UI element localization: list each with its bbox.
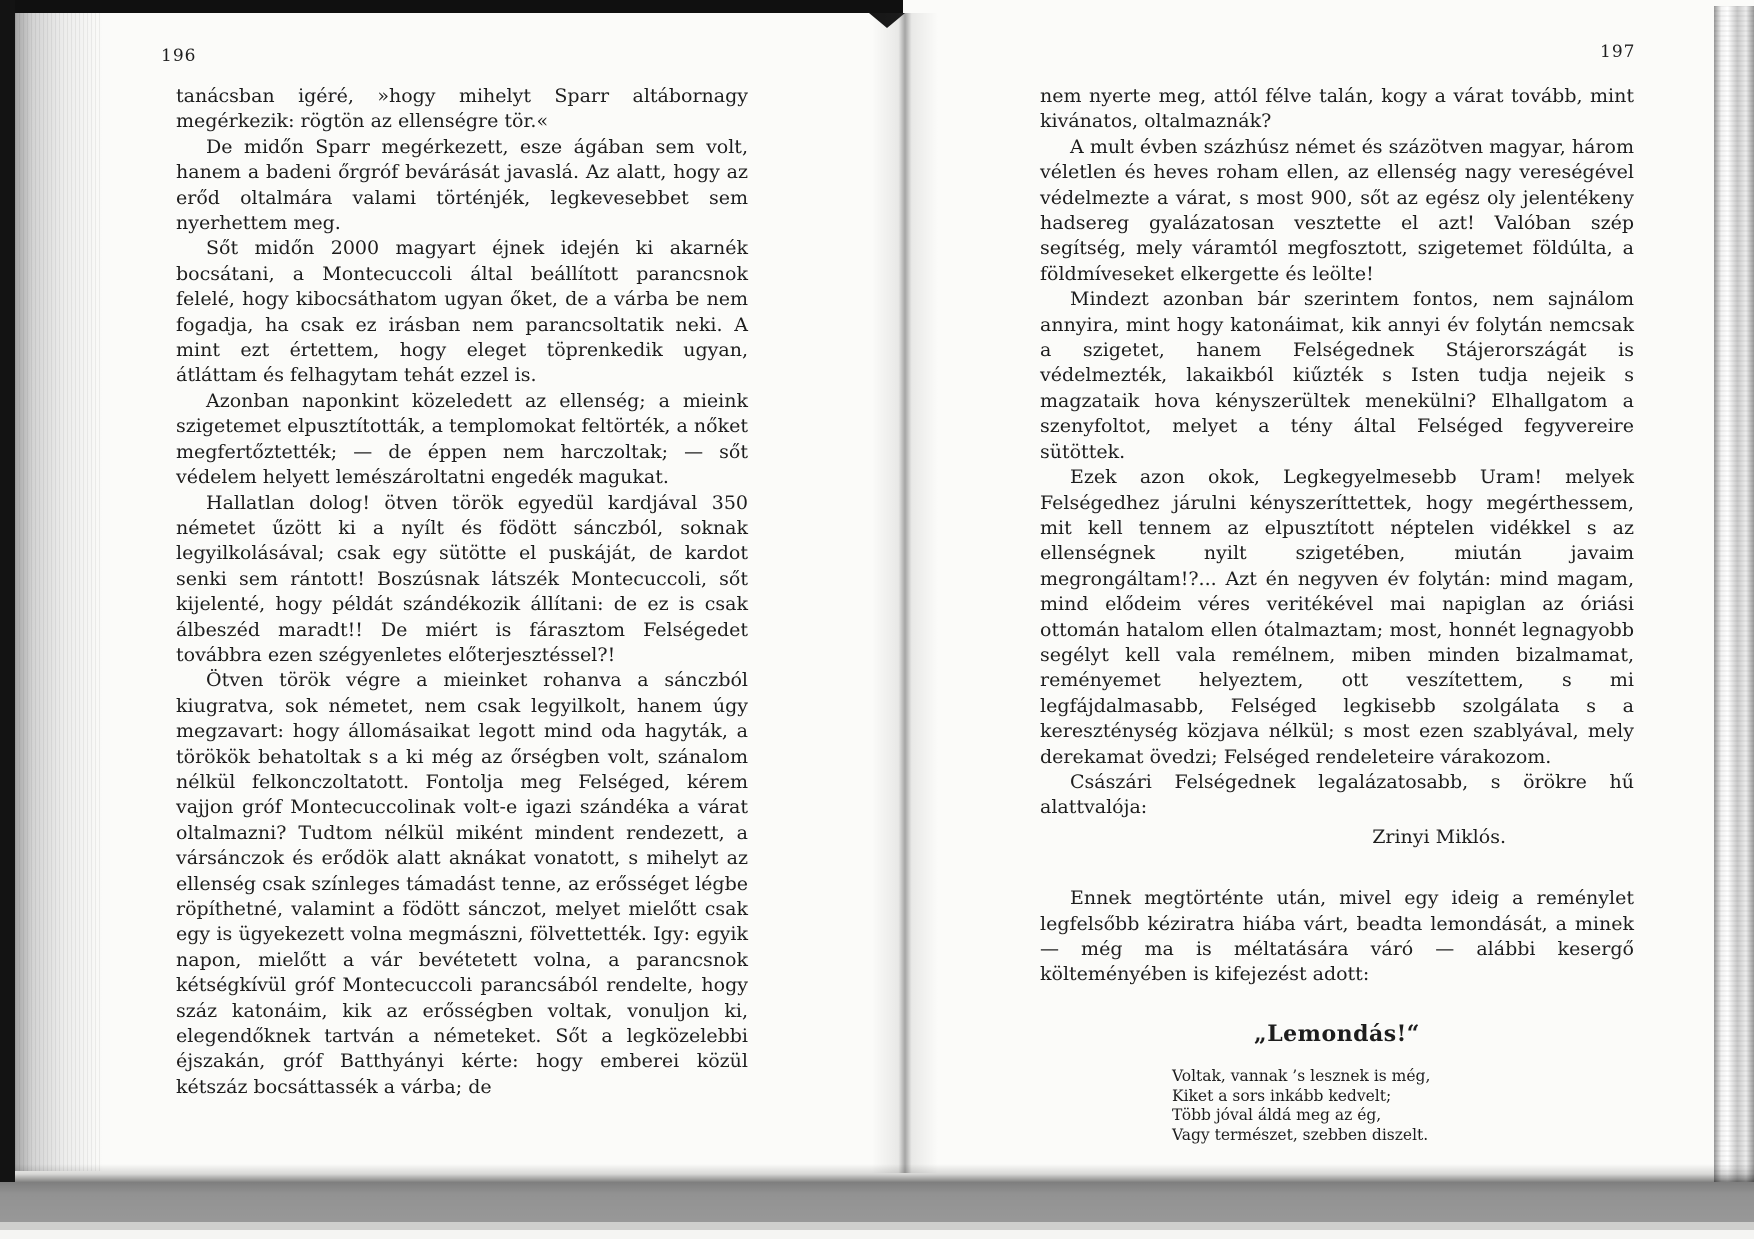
poem-line: Voltak, vannak ’s lesznek is még, <box>1172 1067 1431 1086</box>
scan-bottom-margin <box>0 1230 1754 1239</box>
right-page-text <box>1040 84 1634 1145</box>
poem <box>1172 1067 1634 1145</box>
fore-edge-right <box>1714 6 1754 1182</box>
page-number-right: 197 <box>1600 42 1636 62</box>
paragraph: De midőn Sparr megérkezett, esze ágában sem volt, hanem a badeni őrgróf bevárását javaslá. Az alatt, hogy az erőd oltalmára valami történjék, legkevesebbet sem nyerhettem meg. <box>176 135 748 235</box>
letter-signature: Zrinyi Miklós. <box>1372 825 1506 848</box>
poem-line: Kiket a sors inkább kedvelt; <box>1172 1086 1392 1105</box>
scan-edge-top <box>0 0 903 13</box>
page-number-left: 196 <box>161 46 197 66</box>
paragraph: Mindezt azonban bár szerintem fontos, nem sajnálom annyira, mint hogy katonáimat, kik annyi év folytán nemcsak a szigetet, hanem Felségednek Stájerországát is védelmezték, lakaikból kiűzték s Isten tudja nejeik s magzataik hova kényszerültek menekülni? Elhallgatom a szenyfoltot, melyet a tény által Felséged fegyvereire sütöttek. <box>1040 288 1634 463</box>
paragraph: Ennek megtörténte után, mivel egy ideig a reménylet legfelsőbb kéziratra hiába várt, beadta lemondását, a minek — még ma is méltatására váró — alábbi kesergő költeményében is kifejezést adott: <box>1040 887 1634 986</box>
paragraph: tanácsban igéré, »hogy mihelyt Sparr altábornagy megérkezik: rögtön az ellenségre tör.« <box>176 85 748 133</box>
paragraph: Sőt midőn 2000 magyart éjnek idején ki akarnék bocsátani, a Montecuccoli által beállított parancsnok felelé, hogy kibocsáthatom ugyan őket, de a várba be nem fogadja, ha csak ez irásban nem parancsoltatik neki. A mint ezt értettem, hogy eleget töprenkedik ugyan, átláttam és felhagytam tehát ezzel is. <box>176 237 748 387</box>
letter-valediction: Császári Felségednek legalázatosabb, s örökre hű alattvalója: <box>1040 770 1634 819</box>
page-stack-edge-left <box>15 13 103 1171</box>
table-surface <box>0 1182 1754 1222</box>
paragraph: Hallatlan dolog! ötven török egyedül kardjával 350 németet űzött ki a nyílt és födött sánczból, soknak legyilkolásával; csak egy sütötte el puskáját, de kardot senki sem rántott! Boszúsnak látszék Montecuccoli, sőt kijelenté, hogy példát szándékozik állítani: de ez is csak álbeszéd maradt!! De miért is fárasztom Felségedet továbbra ezen szégyenletes előterjesztéssel?! <box>176 491 748 666</box>
table-surface-lower <box>0 1222 1754 1230</box>
book-gutter-shadow <box>872 13 938 1173</box>
poem-line: Több jóval áldá meg az ég, <box>1172 1106 1382 1125</box>
paragraph: Ötven török végre a mieinket rohanva a sánczból kiugratva, sok németet, nem csak legyilkolt, hanem úgy megzavart: hogy állomásaikat legott mind oda hagyták, a törökök behatoltak s a ki még az őrségben volt, szánalom nélkül felkonczoltatott. Fontolja meg Felséged, kérem vajjon gróf Montecuccolinak volt-e igazi szándéka a várat oltalmazni? Tudtom nélkül miként mindent rendezett, a vársánczok és erődök alatt aknákat vonatott, s mihelyt az ellenség csak színleges támadást tenne, az erősséget légbe röpíthetné, valamint a födött sánczot, melyet mielőtt csak egy is ügyekezett volna megmászni, fölvettették. Igy: egyik napon, mielőtt a vár bevétetett volna, a parancsnok kétségkívül gróf Montecuccoli parancsából rendelte, hogy száz katonáim, kik az erősségben voltak, vonuljon ki, elegendőknek tartván a németeket. Sőt a legközelebbi éjszakán, gróf Batthyányi kérte: hogy emberei közül kétszáz bocsáttassék a várba; de <box>176 669 748 1098</box>
scan-edge-left <box>0 0 15 1190</box>
paragraph: Azonban naponkint közeledett az ellenség; a mieink szigetemet elpusztították, a templomokat feltörték, a nőket megfertőztették; — de éppen nem harczoltak; — sőt védelem helyett lemészároltatni engedék magukat. <box>176 389 748 489</box>
paragraph: Ezek azon okok, Legkegyelmesebb Uram! melyek Felségedhez járulni kényszeríttettek, hogy megérthessem, mit kell tennem az elpusztított néptelen vidékkel s az ellenségnek nyilt szigetében, miután javaim megrongáltam!?... Azt én negyven év folytán: mind magam, mind elődeim véres veritékével mai napiglan az óriási ottomán hatalom ellen ótalmaztam; most, honnét legnagyobb segélyt kell vala remélnem, miben minden bizalmamat, reményemet helyeztem, ott veszítettem, s mi legfájdalmasabb, Felséged legkisebb szolgálata s a kereszténység közjava nélkül; s most ezen szablyával, mely derekamat övedzi; Felséged rendeleteire várakozom. <box>1040 466 1634 768</box>
page-bottom-edge <box>15 1164 1754 1182</box>
poem-section <box>1040 1022 1634 1145</box>
left-page-text <box>176 84 748 1100</box>
paragraph: A mult évben százhúsz német és százötven magyar, három véletlen és heves roham ellen, az ellenség nagy vereségével védelmezte a várat, s most 900, sőt az egész oly jelentékeny hadsereg gyalázatosan vesztette el azt! Valóban szép segítség, mely váramtól megfosztott, szigetemet földúlta, a földmíveseket elkergette és leölte! <box>1040 135 1634 285</box>
poem-title: „Lemondás!“ <box>1254 1020 1420 1047</box>
poem-line: Vagy természet, szebben diszelt. <box>1172 1125 1429 1144</box>
paragraph: nem nyerte meg, attól félve talán, kogy a várat tovább, mint kivánatos, oltalmaznák? <box>1040 85 1634 133</box>
